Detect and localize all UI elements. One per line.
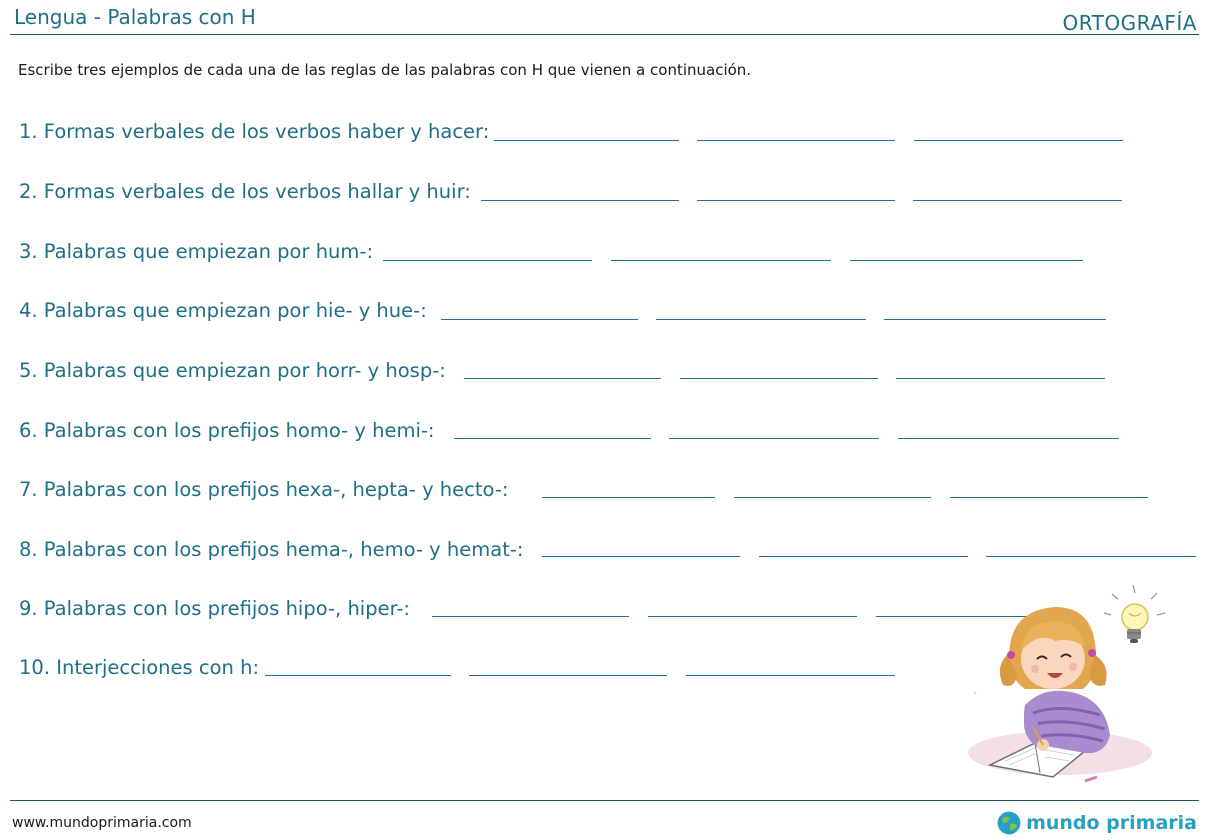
answer-blank-9b[interactable] [648, 616, 857, 617]
answer-blank-4a[interactable] [441, 319, 638, 320]
exercise-item-3: 3. Palabras que empiezan por hum-: [19, 240, 374, 263]
answer-blank-1b[interactable] [697, 140, 895, 141]
answer-blank-4b[interactable] [656, 319, 866, 320]
answer-blank-10c[interactable] [686, 675, 895, 676]
answer-blank-7b[interactable] [734, 497, 931, 498]
answer-blank-2b[interactable] [697, 200, 895, 201]
globe-logo-icon [996, 810, 1022, 836]
answer-blank-6a[interactable] [454, 438, 651, 439]
girl-writing-illustration [965, 585, 1175, 795]
answer-blank-8a[interactable] [542, 556, 740, 557]
answer-blank-3a[interactable] [383, 260, 592, 261]
answer-blank-4c[interactable] [884, 319, 1106, 320]
answer-blank-8c[interactable] [986, 556, 1196, 557]
footer-url[interactable]: www.mundoprimaria.com [12, 815, 192, 831]
answer-blank-10b[interactable] [469, 675, 667, 676]
exercise-item-1: 1. Formas verbales de los verbos haber y hacer: [19, 120, 490, 143]
answer-blank-2c[interactable] [913, 200, 1122, 201]
exercise-item-6: 6. Palabras con los prefijos homo- y hemi-: [19, 419, 435, 442]
answer-blank-2a[interactable] [481, 200, 679, 201]
exercise-item-10: 10. Interjecciones con h: [19, 656, 260, 679]
exercise-item-7: 7. Palabras con los prefijos hexa-, hepta- y hecto-: [19, 478, 509, 501]
answer-blank-6c[interactable] [898, 438, 1119, 439]
answer-blank-10a[interactable] [265, 675, 451, 676]
brand-logo[interactable] [996, 810, 1197, 836]
answer-blank-3b[interactable] [611, 260, 831, 261]
footer-divider [10, 800, 1199, 801]
exercise-item-4: 4. Palabras que empiezan por hie- y hue-: [19, 299, 427, 322]
answer-blank-9a[interactable] [432, 616, 629, 617]
answer-blank-5a[interactable] [464, 378, 661, 379]
answer-blank-3c[interactable] [850, 260, 1083, 261]
answer-blank-7a[interactable] [542, 497, 715, 498]
answer-blank-1c[interactable] [914, 140, 1123, 141]
page-title: Lengua - Palabras con H [14, 5, 256, 29]
subject-category: ORTOGRAFÍA [1062, 11, 1197, 35]
instructions-text: Escribe tres ejemplos de cada una de las reglas de las palabras con H que vienen a continuación. [18, 61, 752, 79]
lightbulb-icon [1104, 585, 1165, 643]
answer-blank-1a[interactable] [494, 140, 679, 141]
exercise-item-2: 2. Formas verbales de los verbos hallar y huir: [19, 180, 471, 203]
header-divider [10, 34, 1199, 35]
answer-blank-6b[interactable] [669, 438, 879, 439]
answer-blank-7c[interactable] [950, 497, 1148, 498]
exercise-item-8: 8. Palabras con los prefijos hema-, hemo- y hemat-: [19, 538, 524, 561]
answer-blank-5c[interactable] [896, 378, 1105, 379]
exercise-item-5: 5. Palabras que empiezan por horr- y hosp-: [19, 359, 446, 382]
answer-blank-8b[interactable] [759, 556, 968, 557]
brand-name: mundo primaria [1026, 812, 1197, 834]
answer-blank-5b[interactable] [680, 378, 878, 379]
exercise-item-9: 9. Palabras con los prefijos hipo-, hiper-: [19, 597, 410, 620]
